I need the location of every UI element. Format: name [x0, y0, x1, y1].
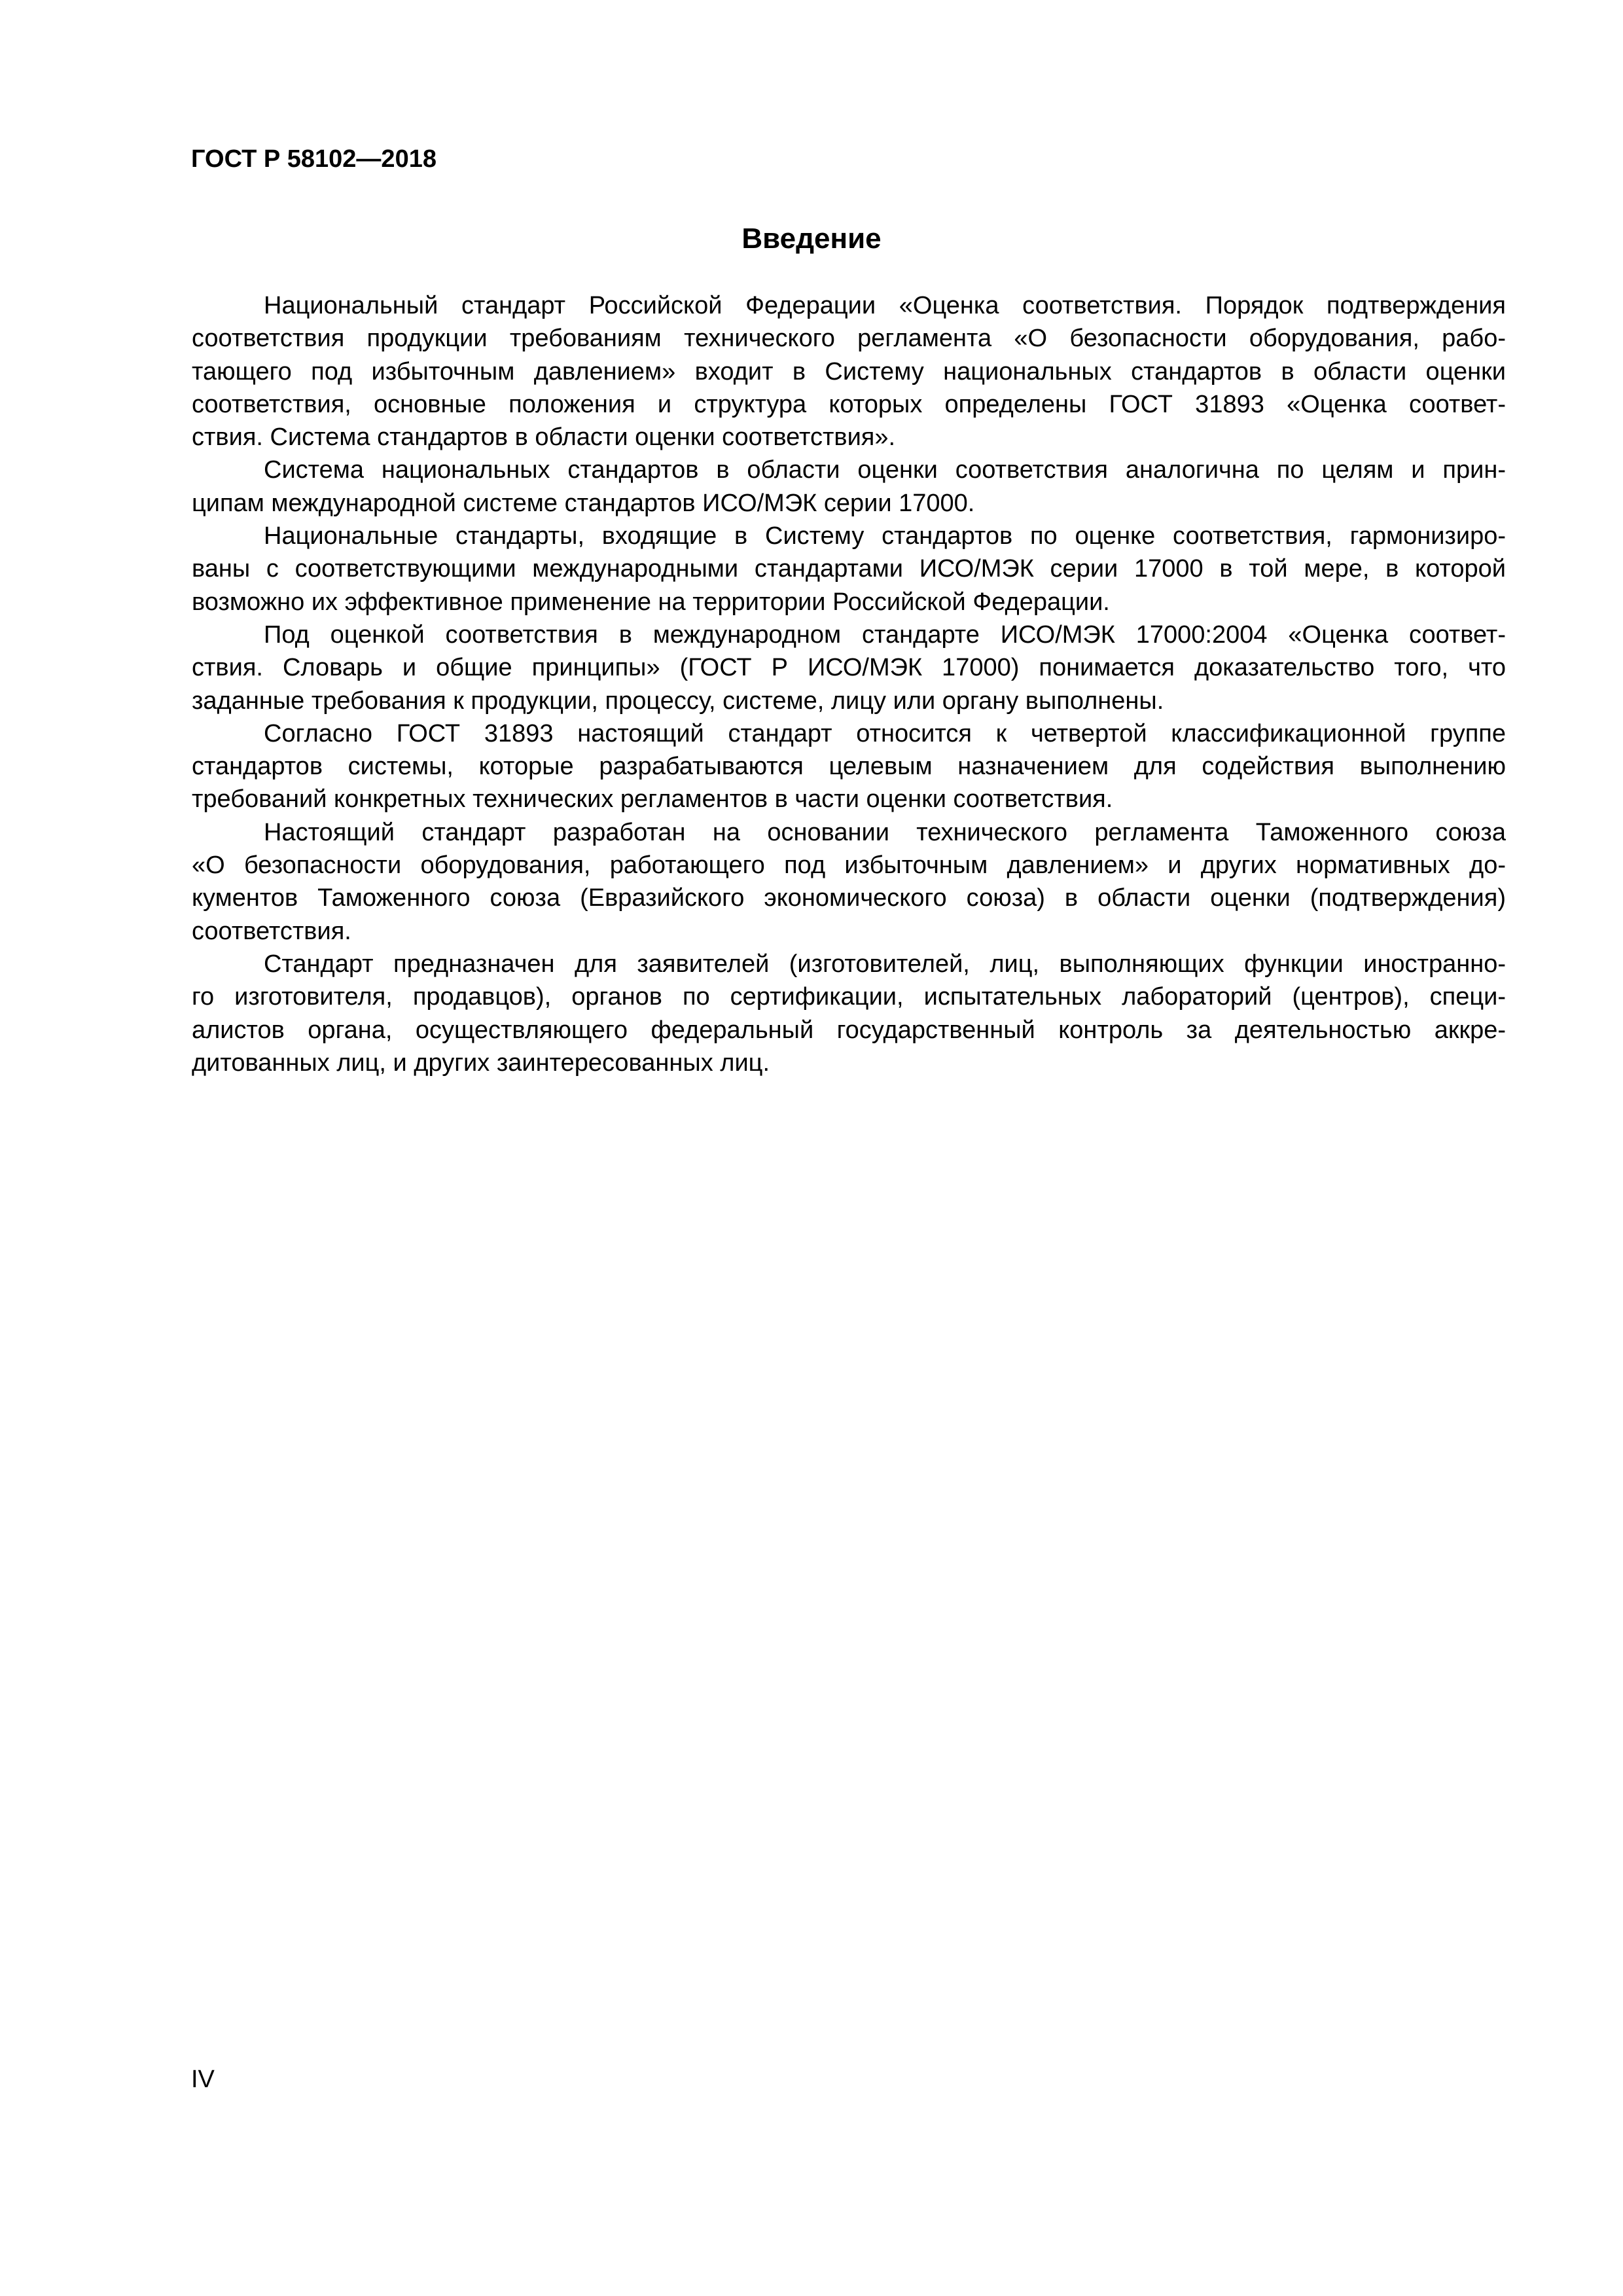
- paragraph-line: Под оценкой соответствия в международном стандарте ИСО/МЭК 17000:2004 «Оценка соответ-: [264, 620, 1506, 649]
- document-id-header: ГОСТ Р 58102—2018: [191, 145, 437, 173]
- section-title: Введение: [741, 223, 882, 255]
- paragraph-line: Стандарт предназначен для заявителей (изготовителей, лиц, выполняющих функции иностранно-: [264, 950, 1506, 978]
- paragraph-line: тающего под избыточным давлением» входит в Систему национальных стандартов в области оценки: [192, 357, 1506, 386]
- paragraph-line: кументов Таможенного союза (Евразийского экономического союза) в области оценки (подтверждения): [192, 884, 1506, 912]
- paragraph-line: ствия. Система стандартов в области оценки соответствия».: [192, 423, 896, 452]
- paragraph-line: возможно их эффективное применение на территории Российской Федерации.: [192, 588, 1110, 616]
- paragraph: [192, 619, 1506, 717]
- paragraph-line: ципам международной системе стандартов ИСО/МЭК серии 17000.: [192, 489, 975, 517]
- paragraph-line: стандартов системы, которые разрабатываются целевым назначением для содействия выполнению: [192, 753, 1506, 781]
- paragraph-line: дитованных лиц, и других заинтересованных лиц.: [192, 1049, 770, 1077]
- paragraph-line: Настоящий стандарт разработан на основании технического регламента Таможенного союза: [264, 818, 1506, 846]
- paragraph-line: ствия. Словарь и общие принципы» (ГОСТ Р ИСО/МЭК 17000) понимается доказательство того, что: [192, 654, 1506, 682]
- paragraph-line: алистов органа, осуществляющего федеральный государственный контроль за деятельностью аккре-: [192, 1016, 1506, 1044]
- paragraph: [192, 289, 1506, 454]
- paragraph-line: ваны с соответствующими международными стандартами ИСО/МЭК серии 17000 в той мере, в которой: [192, 555, 1506, 583]
- paragraph-line: соответствия.: [192, 917, 351, 945]
- paragraph: [192, 717, 1506, 816]
- paragraph-line: «О безопасности оборудования, работающего под избыточным давлением» и других нормативных до-: [192, 852, 1506, 880]
- paragraph-line: го изготовителя, продавцов), органов по сертификации, испытательных лабораторий (центров), специ-: [192, 983, 1506, 1011]
- paragraph: [192, 948, 1506, 1079]
- paragraph: [192, 520, 1506, 619]
- page-number: IV: [191, 2066, 215, 2093]
- paragraph-line: Согласно ГОСТ 31893 настоящий стандарт относится к четвертой классификационной группе: [264, 719, 1506, 747]
- introduction-body: [192, 289, 1506, 1079]
- paragraph: [192, 816, 1506, 948]
- paragraph-line: Система национальных стандартов в области оценки соответствия аналогична по целям и прин-: [264, 456, 1506, 484]
- paragraph-line: Национальный стандарт Российской Федерации «Оценка соответствия. Порядок подтверждения: [264, 292, 1506, 319]
- paragraph-line: заданные требования к продукции, процессу, системе, лицу или органу выполнены.: [192, 687, 1164, 715]
- paragraph-line: требований конкретных технических регламентов в части оценки соответствия.: [192, 785, 1113, 814]
- paragraph-line: соответствия, основные положения и структура которых определены ГОСТ 31893 «Оценка соответ-: [192, 390, 1506, 418]
- paragraph: [192, 454, 1506, 520]
- paragraph-line: Национальные стандарты, входящие в Систему стандартов по оценке соответствия, гармонизиро-: [264, 522, 1506, 550]
- paragraph-line: соответствия продукции требованиям технического регламента «О безопасности оборудования, рабо-: [192, 325, 1506, 353]
